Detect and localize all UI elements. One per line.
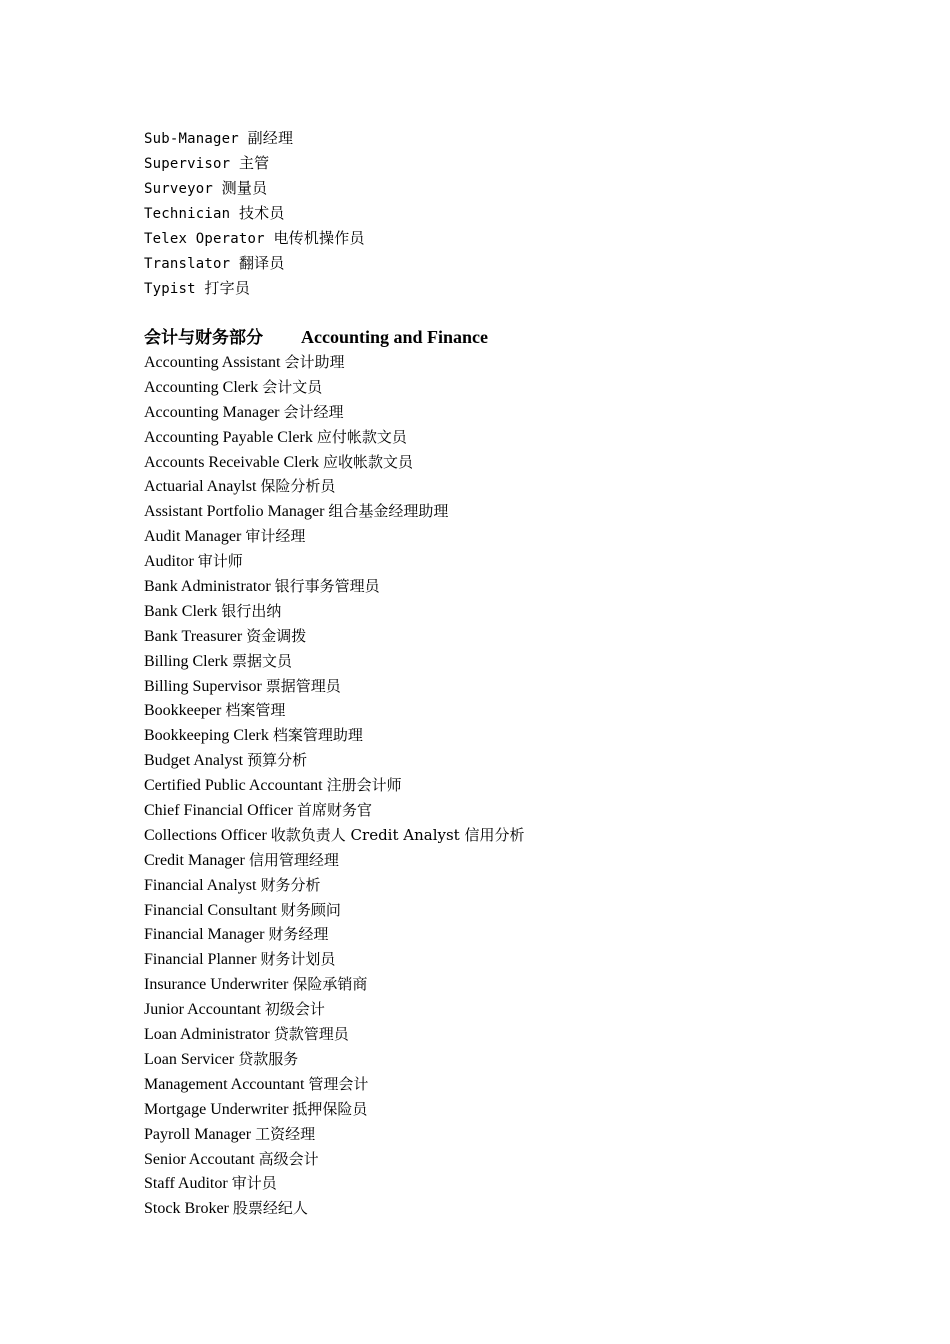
list-item [144, 499, 904, 524]
english-term: Financial Planner [144, 951, 257, 969]
list-item [144, 574, 904, 599]
english-term: Surveyor [144, 181, 214, 197]
list-item [144, 599, 904, 624]
english-term: Insurance Underwriter [144, 976, 289, 994]
english-term: Senior Accoutant [144, 1150, 255, 1168]
chinese-term: 注册会计师 [326, 776, 402, 795]
list-item [144, 798, 904, 823]
chinese-term: 应收帐款文员 [323, 452, 414, 471]
chinese-term: 会计文员 [262, 377, 323, 396]
chinese-term: 审计师 [197, 552, 243, 571]
list-item [144, 549, 904, 574]
english-term: Actuarial Anaylst [144, 478, 257, 496]
chinese-term: 股票经纪人 [232, 1199, 308, 1218]
english-term: Loan Servicer [144, 1050, 235, 1068]
section-heading-chinese: 会计与财务部分 [144, 328, 263, 348]
list-item [144, 922, 904, 947]
chinese-term: 管理会计 [308, 1074, 369, 1093]
chinese-term: 财务分析 [260, 875, 321, 894]
chinese-term: 银行出纳 [221, 601, 282, 620]
list-item [144, 474, 904, 499]
list-item [144, 126, 904, 151]
list-item [144, 1097, 904, 1122]
english-term: Bank Administrator [144, 578, 271, 596]
english-term: Billing Supervisor [144, 677, 262, 695]
english-term: Telex Operator [144, 231, 265, 247]
list-item [144, 201, 904, 226]
chinese-term: 保险分析员 [260, 477, 336, 496]
list-item [144, 1072, 904, 1097]
chinese-term: 抵押保险员 [292, 1099, 368, 1118]
chinese-term: 工资经理 [255, 1124, 316, 1143]
english-term: Budget Analyst [144, 752, 244, 770]
chinese-term: 首席财务官 [296, 801, 372, 820]
chinese-term: 资金调拨 [246, 626, 307, 645]
english-term: Stock Broker [144, 1200, 229, 1218]
english-term: Billing Clerk [144, 652, 228, 670]
english-term: Chief Financial Officer [144, 802, 293, 820]
english-term: Auditor [144, 553, 194, 571]
english-term: Staff Auditor [144, 1175, 228, 1193]
chinese-term: 银行事务管理员 [274, 577, 380, 596]
intro-job-title-list [144, 126, 904, 301]
accounting-job-title-list [144, 350, 904, 1221]
english-term: Loan Administrator [144, 1026, 270, 1044]
list-item [144, 226, 904, 251]
list-item [144, 425, 904, 450]
english-term: Credit Manager [144, 851, 245, 869]
list-item [144, 773, 904, 798]
english-term: Supervisor [144, 156, 231, 172]
chinese-term: 档案管理 [225, 701, 286, 720]
english-term: Translator [144, 256, 231, 272]
chinese-term: 会计助理 [284, 353, 345, 371]
section-heading-english: Accounting and Finance [301, 327, 489, 347]
list-item [144, 350, 904, 375]
list-item [144, 748, 904, 773]
chinese-term: 翻译员 [238, 254, 285, 272]
list-item [144, 972, 904, 997]
chinese-term: 应付帐款文员 [316, 427, 407, 446]
chinese-term: 贷款服务 [238, 1049, 299, 1068]
chinese-term: 档案管理助理 [272, 726, 363, 745]
list-item [144, 450, 904, 475]
chinese-term: 电传机操作员 [273, 229, 365, 247]
chinese-term: 副经理 [247, 129, 294, 147]
chinese-term: 贷款管理员 [273, 1025, 349, 1044]
english-term: Financial Manager [144, 926, 265, 944]
english-term: Accounts Receivable Clerk [144, 453, 320, 471]
list-item [144, 1022, 904, 1047]
list-item [144, 898, 904, 923]
english-term: Sub-Manager [144, 131, 239, 147]
list-item [144, 400, 904, 425]
english-term: Typist [144, 281, 196, 297]
chinese-term: 测量员 [221, 179, 268, 197]
english-term: Technician [144, 206, 231, 222]
chinese-term: 打字员 [204, 279, 251, 297]
list-item [144, 649, 904, 674]
english-term: Payroll Manager [144, 1125, 252, 1143]
english-term: Assistant Portfolio Manager [144, 503, 325, 521]
english-term: Accounting Clerk [144, 378, 259, 396]
chinese-term: 初级会计 [264, 1000, 325, 1019]
english-term: Certified Public Accountant [144, 777, 323, 795]
chinese-term: 票据管理员 [265, 676, 341, 695]
english-term: Financial Consultant [144, 901, 277, 919]
list-item [144, 1122, 904, 1147]
english-term: Junior Accountant [144, 1001, 261, 1019]
list-item [144, 151, 904, 176]
list-item [144, 276, 904, 301]
chinese-term: 票据文员 [232, 651, 293, 670]
english-term: Mortgage Underwriter [144, 1100, 289, 1118]
english-term: Accounting Manager [144, 403, 280, 421]
chinese-term: 审计经理 [245, 527, 306, 546]
chinese-term: 技术员 [238, 204, 285, 222]
chinese-term: 保险承销商 [292, 975, 368, 994]
list-item [144, 848, 904, 873]
chinese-term: 预算分析 [247, 751, 308, 770]
chinese-term: 财务顾问 [280, 900, 341, 919]
english-term: Collections Officer [144, 826, 267, 844]
list-item [144, 1147, 904, 1172]
english-term: Financial Analyst [144, 876, 257, 894]
list-item [144, 251, 904, 276]
list-item [144, 997, 904, 1022]
chinese-term: 审计员 [231, 1174, 277, 1193]
list-item [144, 176, 904, 201]
document-page [144, 126, 904, 1221]
list-item [144, 524, 904, 549]
chinese-term: 财务计划员 [260, 950, 336, 969]
english-term: Bookkeeping Clerk [144, 727, 269, 745]
chinese-term: 收款负责人 Credit Analyst 信用分析 [270, 825, 525, 844]
list-item [144, 723, 904, 748]
english-term: Management Accountant [144, 1075, 305, 1093]
list-item [144, 1047, 904, 1072]
english-term: Bookkeeper [144, 702, 222, 720]
english-term: Accounting Assistant [144, 354, 281, 371]
list-item [144, 674, 904, 699]
english-term: Bank Treasurer [144, 627, 243, 645]
list-item [144, 1171, 904, 1196]
list-item [144, 1196, 904, 1221]
english-term: Audit Manager [144, 528, 242, 546]
section-heading [144, 325, 904, 350]
english-term: Accounting Payable Clerk [144, 428, 313, 446]
list-item [144, 947, 904, 972]
chinese-term: 财务经理 [268, 925, 329, 944]
list-item [144, 698, 904, 723]
chinese-term: 高级会计 [258, 1149, 319, 1168]
chinese-term: 组合基金经理助理 [328, 502, 449, 521]
list-item [144, 823, 904, 848]
chinese-term: 信用管理经理 [248, 850, 339, 869]
chinese-term: 会计经理 [283, 402, 344, 421]
list-item [144, 873, 904, 898]
list-item [144, 375, 904, 400]
chinese-term: 主管 [238, 154, 270, 172]
english-term: Bank Clerk [144, 602, 218, 620]
list-item [144, 624, 904, 649]
